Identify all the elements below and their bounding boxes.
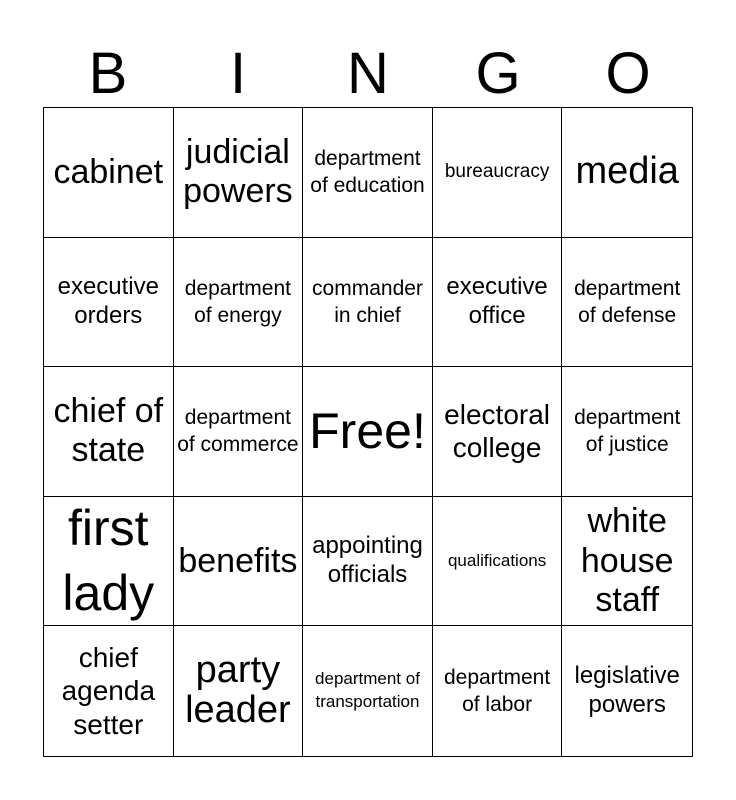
bingo-cell[interactable] [433, 497, 563, 627]
cell-label: chief of state [53, 392, 164, 470]
bingo-cell[interactable] [562, 367, 692, 497]
bingo-card [43, 107, 693, 757]
bingo-cell[interactable] [433, 238, 563, 368]
bingo-cell[interactable] [303, 108, 433, 238]
bingo-cell[interactable] [174, 626, 304, 756]
cell-label: department of transportation [315, 669, 420, 712]
cell-label: party leader [185, 649, 291, 732]
bingo-cell[interactable] [174, 497, 304, 627]
bingo-cell[interactable] [303, 497, 433, 627]
bingo-cell[interactable] [44, 497, 174, 627]
header-letter-g: G [475, 41, 521, 106]
bingo-cell[interactable] [562, 497, 692, 627]
bingo-cell[interactable] [44, 108, 174, 238]
header-letter-o: O [605, 41, 651, 106]
bingo-cell[interactable] [433, 626, 563, 756]
cell-label: department of commerce [177, 406, 299, 457]
cell-label: cabinet [53, 152, 164, 191]
cell-label: department of labor [443, 665, 551, 717]
header-letter-b: B [88, 41, 128, 106]
cell-label: department of justice [574, 406, 681, 457]
bingo-cell[interactable] [44, 626, 174, 756]
bingo-cell[interactable] [174, 238, 304, 368]
bingo-cell[interactable] [174, 367, 304, 497]
cell-label: qualifications [447, 550, 547, 570]
cell-label: chief agenda setter [61, 641, 156, 740]
header-letter-i: I [229, 41, 247, 106]
cell-label: white house staff [580, 502, 674, 619]
cell-label: commander in chief [312, 276, 423, 327]
cell-label: department of energy [184, 276, 291, 327]
bingo-cell[interactable] [433, 108, 563, 238]
cell-label: department of education [310, 147, 425, 198]
bingo-header [43, 40, 693, 108]
header-letter-n: N [347, 41, 389, 106]
cell-label: department of defense [574, 276, 681, 327]
cell-label: executive orders [57, 273, 159, 329]
cell-label: electoral college [444, 398, 551, 464]
cell-label: executive office [446, 273, 548, 329]
cell-label: benefits [178, 541, 298, 580]
bingo-cell[interactable] [303, 626, 433, 756]
bingo-cell[interactable] [562, 238, 692, 368]
cell-label: first lady [62, 500, 155, 622]
bingo-cell[interactable] [562, 108, 692, 238]
cell-label: bureaucracy [444, 161, 550, 183]
cell-label: appointing officials [312, 532, 423, 589]
bingo-cell[interactable] [433, 367, 563, 497]
bingo-cell-free[interactable] [303, 367, 433, 497]
cell-label: legislative powers [574, 662, 680, 719]
bingo-cell[interactable] [44, 367, 174, 497]
bingo-cell[interactable] [44, 238, 174, 368]
bingo-cell[interactable] [174, 108, 304, 238]
bingo-cell[interactable] [303, 238, 433, 368]
free-space-label: Free! [309, 402, 426, 459]
cell-label: judicial powers [183, 133, 293, 211]
cell-label: media [575, 150, 679, 193]
bingo-cell[interactable] [562, 626, 692, 756]
